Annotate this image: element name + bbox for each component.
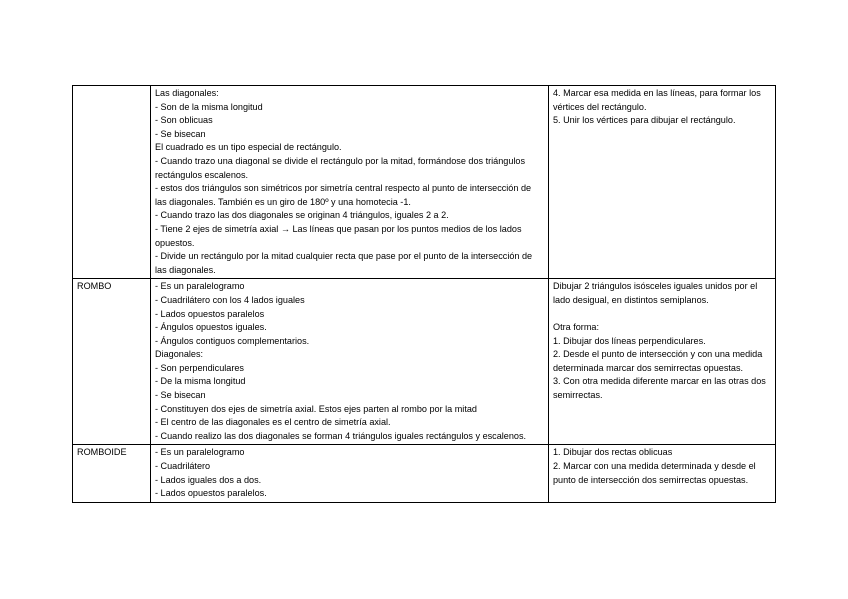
property-line: - Cuando realizo las dos diagonales se forman 4 triángulos iguales rectángulos y escalenos. <box>155 430 527 441</box>
property-line: - Son perpendiculares <box>155 362 244 373</box>
property-line: - Es un paralelogramo <box>155 281 245 292</box>
construction-cell <box>549 86 776 279</box>
construction-step: 2. Marcar con una medida determinada y desde el punto de intersección dos semirrectas opuestas. <box>553 461 756 485</box>
construction-step: Dibujar 2 triángulos isósceles iguales unidos por el lado desigual, en distintos semiplanos. <box>553 281 758 305</box>
property-line: - Ángulos opuestos iguales. <box>155 322 267 333</box>
geometry-table <box>72 85 776 503</box>
construction-step: 2. Desde el punto de intersección y con una medida determinada marcar dos semirrectas opuestas. <box>553 349 763 373</box>
construction-step: 3. Con otra medida diferente marcar en las otras dos semirrectas. <box>553 376 766 401</box>
shape-label-cell <box>73 445 151 502</box>
shape-label: ROMBO <box>77 281 112 292</box>
construction-step: Otra forma: <box>553 322 599 333</box>
property-line: - Se bisecan <box>155 390 206 401</box>
property-line: - Divide un rectángulo por la mitad cualquier recta que pase por el punto de la intersección de las diagonales. <box>155 251 533 275</box>
table-row-romboide <box>73 445 776 502</box>
properties-cell <box>151 86 549 279</box>
property-line: - Lados opuestos paralelos <box>155 308 265 319</box>
construction-step: 5. Unir los vértices para dibujar el rectángulo. <box>553 115 736 126</box>
property-line: - Cuadrilátero <box>155 461 211 472</box>
spacer-line <box>553 308 771 322</box>
property-line: - Constituyen dos ejes de simetría axial. Estos ejes parten al rombo por la mitad <box>155 403 477 414</box>
property-line: - Tiene 2 ejes de simetría axial → Las líneas que pasan por los puntos medios de los lados opuestos. <box>155 223 522 248</box>
shape-label-cell <box>73 86 151 279</box>
construction-cell <box>549 279 776 445</box>
property-line: - Cuando trazo las dos diagonales se originan 4 triángulos, iguales 2 a 2. <box>155 210 449 221</box>
construction-step: 1. Dibujar dos líneas perpendiculares. <box>553 335 706 346</box>
property-line: - El centro de las diagonales es el centro de simetría axial. <box>155 417 391 428</box>
properties-cell <box>151 445 549 502</box>
shape-label: ROMBOIDE <box>77 447 127 458</box>
construction-cell <box>549 445 776 502</box>
property-line: - Es un paralelogramo <box>155 447 245 458</box>
property-line: - Son oblicuas <box>155 115 213 126</box>
property-line: - De la misma longitud <box>155 376 246 387</box>
property-line: - Lados iguales dos a dos. <box>155 474 262 485</box>
construction-step: 1. Dibujar dos rectas oblicuas <box>553 447 673 458</box>
table-row-rectangulo <box>73 86 776 279</box>
property-line: - Ángulos contiguos complementarios. <box>155 335 310 346</box>
property-line: - Lados opuestos paralelos. <box>155 488 267 499</box>
construction-step: 4. Marcar esa medida en las líneas, para formar los vértices del rectángulo. <box>553 88 761 112</box>
property-line: Diagonales: <box>155 349 204 360</box>
property-line: - Se bisecan <box>155 128 206 139</box>
property-line: El cuadrado es un tipo especial de rectángulo. <box>155 142 342 153</box>
property-line: - Cuando trazo una diagonal se divide el rectángulo por la mitad, formándose dos triángulos rectángulos escalenos. <box>155 155 526 180</box>
property-line: - estos dos triángulos son simétricos por simetría central respecto al punto de intersección de las diagonales. También es un giro de 180º y una homotecia -1. <box>155 183 532 207</box>
shape-label-cell <box>73 279 151 445</box>
property-line: - Cuadrilátero con los 4 lados iguales <box>155 294 305 305</box>
property-line: - Son de la misma longitud <box>155 101 263 112</box>
table-row-rombo <box>73 279 776 445</box>
properties-cell <box>151 279 549 445</box>
property-line: Las diagonales: <box>155 88 219 98</box>
